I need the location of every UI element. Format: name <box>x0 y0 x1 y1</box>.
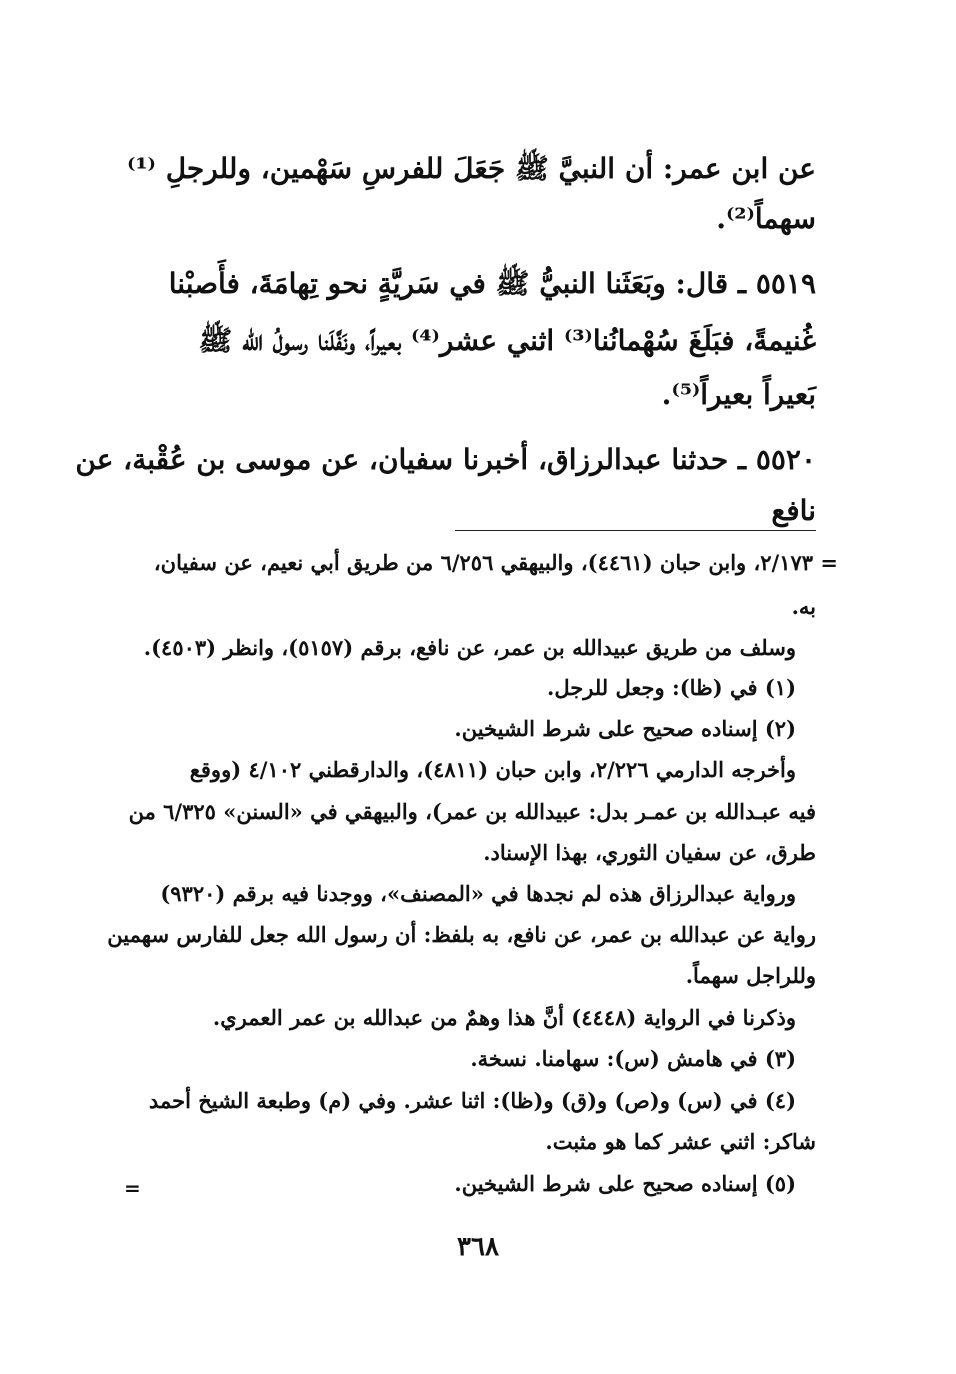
footnote-line-10: رواية عن عبدالله بن عمر، عن نافع، به بلفظ: أن رسول الله جعل للفارس سهمين <box>107 922 816 947</box>
main-line-1: عن ابن عمر: أن النبيَّ ﷺ جَعَلَ للفرسِ سَهْمين، وللرجلِ ⁽¹⁾ <box>127 152 816 185</box>
footnote-line-3: وسلف من طريق عبيدالله بن عمر، عن نافع، برقم (٥١٥٧)، وانظر (٤٥٠٣). <box>143 635 796 660</box>
footnote-4: (٤) في (س) و(ص) و(ق) و(ظا): اثنا عشر. وفي (م) وطبعة الشيخ أحمد <box>148 1088 796 1113</box>
footnote-line-11: وللراجل سهماً. <box>685 963 816 988</box>
footnote-line-2: به. <box>791 594 816 619</box>
footnote-5: (٥) إسناده صحيح على شرط الشيخين. <box>454 1171 796 1196</box>
hadith-5520-line-1: ٥٥٢٠ ـ حدثنا عبدالرزاق، أخبرنا سفيان، عن موسى بن عُقْبة، عن <box>75 443 816 476</box>
footnote-2: (٢) إسناده صحيح على شرط الشيخين. <box>454 716 796 741</box>
hadith-5519-line-3: بَعيراً بعيراً⁽⁵⁾. <box>661 378 816 411</box>
footnote-4-cont: شاكر: اثني عشر كما هو مثبت. <box>545 1129 816 1154</box>
hadith-5519-line-1: ٥٥١٩ ـ قال: وبَعَثَنا النبيُّ ﷺ في سَريَّةٍ نحو تِهامَةَ، فأَصبْنا <box>168 267 816 300</box>
footnote-line-6: وأخرجه الدارمي ٢/٢٢٦، وابن حبان (٤٨١١)، والدارقطني ٤/١٠٢ (ووقع <box>189 757 796 782</box>
footnote-3: (٣) في هامش (س): سهامنا. نسخة. <box>470 1046 796 1071</box>
hadith-5519-line-2: غُنيمةً، فبَلَغَ سُهْمانُنا⁽³⁾ اثني عشر⁽⁴⁾ بعيراً، ونَفَّلَنا رسولُ الله ﷺ <box>198 324 816 357</box>
footnote-line-1: = ٢/١٧٣، وابن حبان (٤٤٦١)، والبيهقي ٦/٢٥٦ من طريق أبي نعيم، عن سفيان، <box>153 550 838 575</box>
footnote-line-9: ورواية عبدالرزاق هذه لم نجدها في «المصنف»، ووجدنا فيه برقم (٩٣٢٠) <box>160 881 796 906</box>
footnote-line-7: فيه عبـدالله بن عمـر بدل: عبيدالله بن عمر)، والبيهقي في «السنن» ٦/٣٢٥ من <box>128 799 816 824</box>
footnote-line-12: وذكرنا في الرواية (٤٤٤٨) أنَّ هذا وهمٌ من عبدالله بن عمر العمري. <box>212 1005 796 1030</box>
page-number: ٣٦٨ <box>457 1232 499 1262</box>
hadith-5520-line-2: نافع <box>771 494 816 527</box>
continuation-mark: = <box>124 1176 141 1200</box>
footnote-1: (١) في (ظا): وجعل للرجل. <box>547 675 796 700</box>
footnote-line-8: طرق، عن سفيان الثوري، بهذا الإسناد. <box>483 840 816 865</box>
footnote-separator <box>455 530 816 531</box>
main-line-2: سهماً⁽²⁾. <box>716 202 816 235</box>
